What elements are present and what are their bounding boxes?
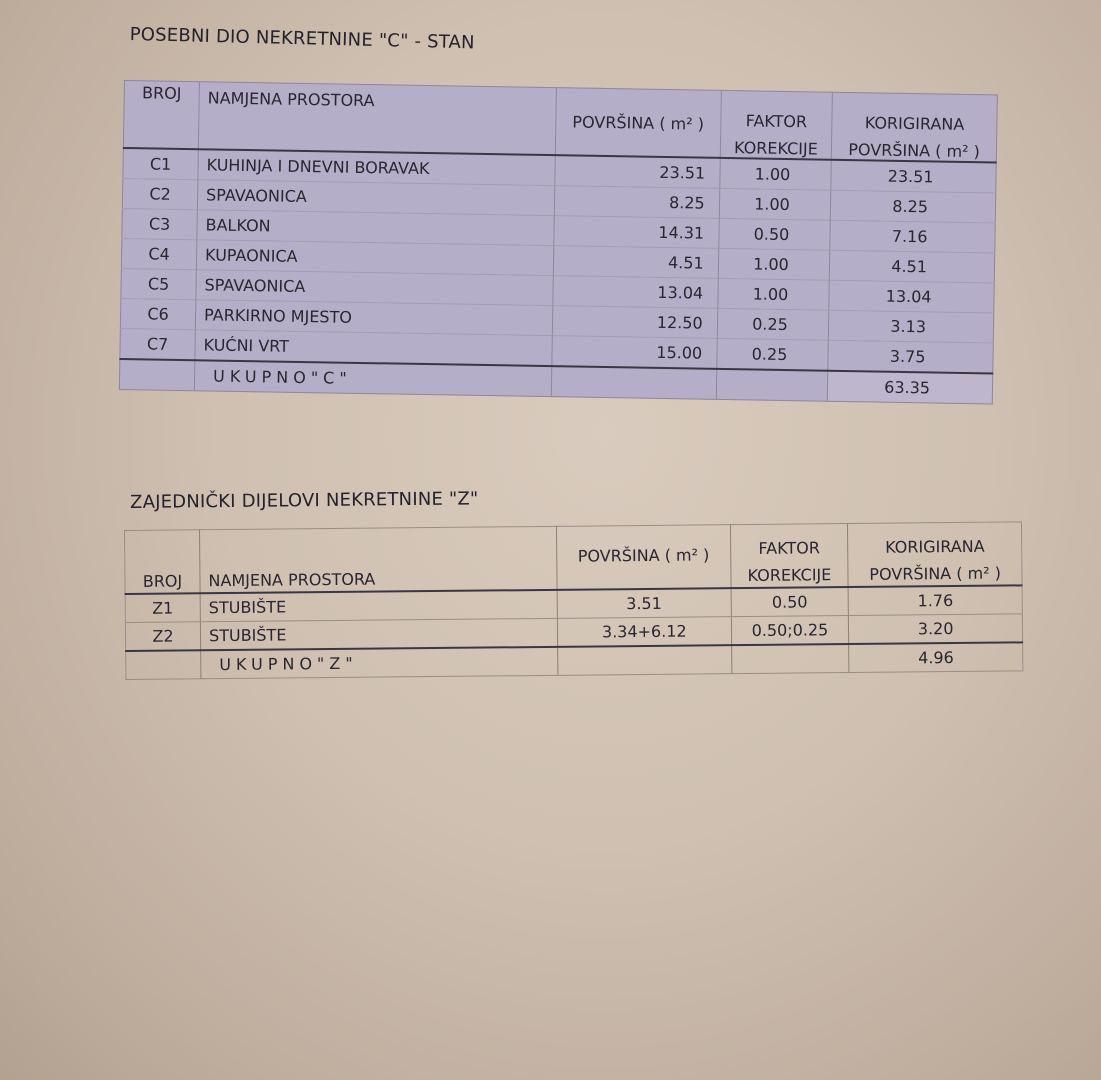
row-factor: 0.50	[731, 587, 849, 617]
row-area: 3.51	[557, 588, 731, 618]
row-factor: 0.25	[717, 308, 829, 340]
row-area: 8.25	[554, 186, 719, 219]
header-povrsina: POVRŠINA ( m² )	[556, 525, 730, 590]
row-factor: 1.00	[718, 248, 830, 280]
table-header-row	[125, 522, 1023, 594]
header-korigirana	[832, 92, 998, 162]
row-corrected: 3.75	[828, 340, 993, 373]
row-name: STUBIŠTE	[200, 590, 557, 622]
total-label: UKUPNO"Z"	[201, 647, 558, 679]
row-name: STUBIŠTE	[200, 618, 557, 650]
total-factor-cell	[731, 644, 849, 674]
row-name: KUĆNI VRT	[195, 330, 552, 366]
row-corrected: 8.25	[831, 190, 996, 223]
header-korigirana-line1: KORIGIRANA	[885, 536, 985, 557]
header-broj: BROJ	[123, 81, 199, 150]
header-namjena: NAMJENA PROSTORA	[200, 526, 558, 593]
table-section-c	[119, 80, 998, 404]
row-corrected: 3.13	[829, 310, 994, 343]
header-faktor	[720, 90, 833, 159]
header-faktor-line1: FAKTOR	[745, 111, 808, 132]
total-value: 63.35	[828, 371, 993, 404]
header-korigirana-line1: KORIGIRANA	[864, 113, 965, 134]
row-name: KUHINJA I DNEVNI BORAVAK	[198, 149, 555, 185]
row-area: 15.00	[552, 336, 717, 369]
total-area-cell	[558, 645, 732, 675]
row-name: SPAVAONICA	[196, 270, 553, 306]
header-namjena: NAMJENA PROSTORA	[198, 82, 556, 155]
row-corrected: 3.20	[849, 614, 1023, 644]
table-section-z	[124, 521, 1023, 680]
row-corrected: 4.51	[830, 250, 995, 283]
row-code: Z2	[125, 622, 200, 651]
row-code: C3	[122, 208, 197, 239]
row-area: 13.04	[553, 276, 718, 309]
row-code: C4	[121, 238, 196, 269]
total-code-cell	[119, 359, 194, 391]
header-korigirana-line2: POVRŠINA ( m² )	[848, 140, 981, 162]
header-povrsina: POVRŠINA ( m² )	[555, 88, 721, 158]
row-area: 3.34+6.12	[557, 617, 731, 647]
row-name: SPAVAONICA	[197, 180, 554, 216]
row-corrected: 1.76	[848, 585, 1022, 615]
header-broj: BROJ	[125, 530, 201, 594]
header-faktor-line2: KOREKCIJE	[733, 138, 818, 159]
row-name: PARKIRNO MJESTO	[195, 300, 552, 336]
row-code: C5	[121, 268, 196, 299]
row-code: C1	[123, 148, 198, 180]
row-area: 12.50	[552, 306, 717, 339]
row-corrected: 23.51	[831, 160, 996, 193]
header-korigirana-line2: POVRŠINA ( m² )	[869, 563, 1002, 584]
row-code: Z1	[125, 593, 200, 622]
header-faktor-line2: KOREKCIJE	[747, 565, 832, 586]
total-code-cell	[126, 650, 201, 679]
total-area-cell	[551, 366, 716, 399]
row-corrected: 7.16	[830, 220, 995, 253]
row-factor: 1.00	[719, 188, 831, 220]
section-z-title: ZAJEDNIČKI DIJELOVI NEKRETNINE "Z"	[130, 488, 479, 513]
row-code: C7	[120, 328, 195, 360]
total-factor-cell	[716, 369, 828, 401]
row-name: KUPAONICA	[196, 240, 553, 276]
row-area: 23.51	[555, 155, 720, 188]
row-factor: 0.50;0.25	[731, 616, 849, 646]
header-faktor	[730, 524, 848, 589]
row-factor: 1.00	[719, 158, 831, 190]
section-c-title: POSEBNI DIO NEKRETNINE "C" - STAN	[129, 24, 475, 54]
row-name: BALKON	[197, 210, 554, 246]
total-label: UKUPNO"C"	[194, 360, 551, 396]
row-corrected: 13.04	[829, 280, 994, 313]
total-value: 4.96	[849, 642, 1023, 672]
row-code: C2	[122, 178, 197, 209]
header-faktor-line1: FAKTOR	[758, 538, 820, 558]
row-factor: 0.25	[716, 338, 828, 370]
row-area: 14.31	[554, 216, 719, 249]
header-korigirana	[848, 522, 1022, 587]
row-factor: 1.00	[717, 278, 829, 310]
row-code: C6	[120, 298, 195, 329]
row-factor: 0.50	[718, 218, 830, 250]
row-area: 4.51	[553, 246, 718, 279]
